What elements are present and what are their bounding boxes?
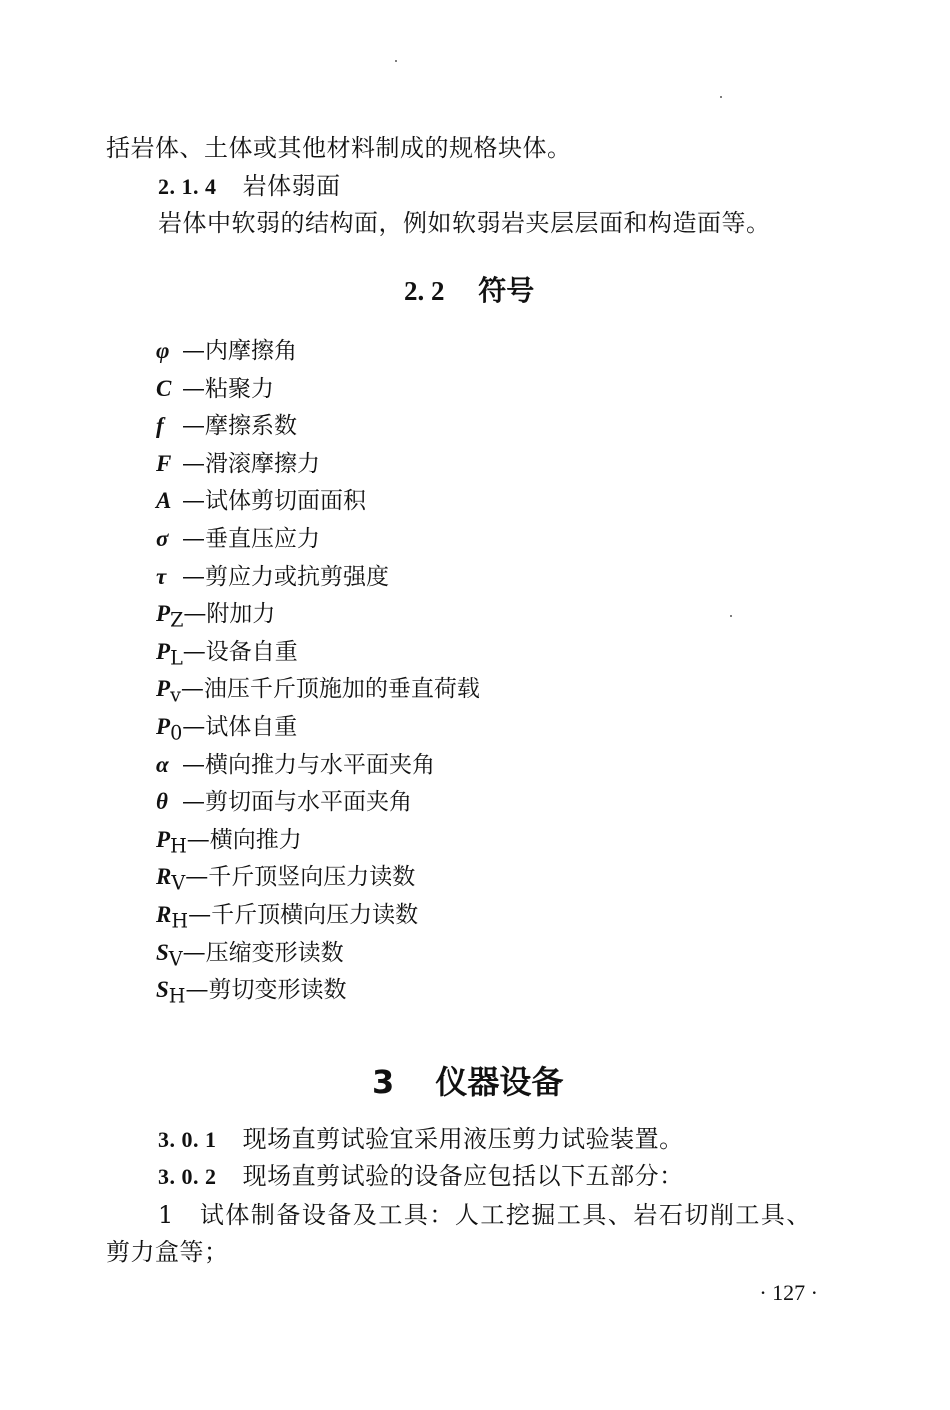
symbol-glyph: τ [156,563,167,589]
chapter-title: 仪器设备 [435,1063,564,1101]
section-number: 2. 2 [404,276,445,306]
page-number: · 127 · [759,1280,818,1305]
clause-text: 现场直剪试验宜采用液压剪力试验装置。 [242,1125,684,1153]
symbol-glyph: S [156,977,169,1003]
symbol-description: —剪切面与水平面夹角 [182,789,412,816]
symbol-subscript: V [171,871,186,895]
symbol-subscript: v [170,683,181,707]
symbol-row [156,712,297,749]
symbol-glyph: θ [156,789,168,815]
symbol-description: —千斤顶竖向压力读数 [185,864,416,891]
symbol-subscript: 0 [170,721,183,745]
symbol-glyph: P [156,826,171,852]
symbol-subscript: Z [170,608,184,632]
symbol-row [156,637,298,674]
scan-speck [730,615,732,617]
symbol-row [156,750,435,780]
clause-3-0-2 [158,1161,684,1192]
symbol-description: —设备自重 [182,638,298,665]
symbol-description: —试体自重 [182,714,298,740]
chapter-heading-3 [372,1063,563,1101]
term-heading [158,171,341,202]
symbol-row [156,599,275,636]
symbol-glyph: σ [156,526,169,551]
symbol-description: —压缩变形读数 [182,939,344,966]
symbol-description: —内摩擦角 [182,338,297,364]
symbol-glyph: A [156,488,172,514]
list-item-number: 1 [158,1201,175,1229]
symbol-row [156,374,274,404]
symbol-row [156,900,418,937]
term-definition: 岩体中软弱的结构面，例如软弱岩夹层层面和构造面等。 [158,209,771,237]
symbol-subscript: L [170,646,183,670]
symbol-description: —横向推力 [186,826,302,853]
symbol-subscript: H [170,834,187,858]
clause-number: 3. 0. 1 [158,1127,217,1152]
symbol-glyph: P [156,676,171,702]
symbol-glyph: P [156,714,171,739]
symbol-glyph: C [156,375,172,401]
symbol-row [156,524,320,554]
symbol-row [156,562,389,592]
symbol-row [156,787,412,817]
symbol-glyph: R [156,902,172,927]
symbol-description: —剪应力或抗剪强度 [182,563,389,590]
chapter-number: 3 [372,1063,395,1101]
symbol-description: —滑滚摩擦力 [182,450,320,477]
list-item-1 [158,1200,812,1230]
symbol-description: —试体剪切面面积 [182,488,366,515]
symbol-row [156,975,347,1012]
symbol-row [156,411,297,441]
symbol-subscript: V [168,947,183,971]
symbol-glyph: α [156,751,169,777]
list-item-text: 试体制备设备及工具：人工挖掘工具、岩石切削工具、 [199,1201,812,1229]
symbol-row [156,336,297,366]
symbol-description: —横向推力与水平面夹角 [182,751,435,778]
symbol-subscript: H [168,984,186,1008]
symbol-row [156,825,302,862]
clause-number: 3. 0. 2 [158,1164,217,1189]
scan-speck [395,60,397,62]
term-title: 岩体弱面 [242,172,341,200]
symbol-subscript: H [171,909,189,933]
paragraph-continuation: 括岩体、土体或其他材料制成的规格块体。 [106,134,572,162]
symbol-glyph: f [156,413,164,439]
symbol-row [156,862,415,899]
symbol-row [156,674,480,711]
symbol-row [156,486,366,516]
symbol-description: —千斤顶横向压力读数 [188,902,419,928]
symbol-description: —垂直压应力 [182,526,320,552]
symbol-glyph: R [156,864,172,890]
term-number: 2. 1. 4 [158,174,217,199]
scan-speck [720,96,722,98]
symbol-row [156,449,320,479]
symbol-glyph: P [156,638,171,664]
symbol-description: —摩擦系数 [182,413,297,440]
list-item-1-continuation: 剪力盒等； [106,1238,229,1266]
symbol-row [156,938,344,975]
section-title: 符号 [478,274,535,307]
symbol-glyph: P [156,601,171,627]
symbol-description: —粘聚力 [182,375,274,402]
section-heading-2-2 [404,274,534,308]
symbol-glyph: F [156,450,172,476]
symbol-description: —剪切变形读数 [185,977,347,1004]
clause-text: 现场直剪试验的设备应包括以下五部分： [242,1162,684,1190]
symbol-description: —油压千斤顶施加的垂直荷载 [180,676,480,703]
clause-3-0-1 [158,1124,684,1155]
symbol-glyph: S [156,939,169,965]
symbol-glyph: φ [156,338,170,363]
symbol-description: —附加力 [183,601,276,628]
